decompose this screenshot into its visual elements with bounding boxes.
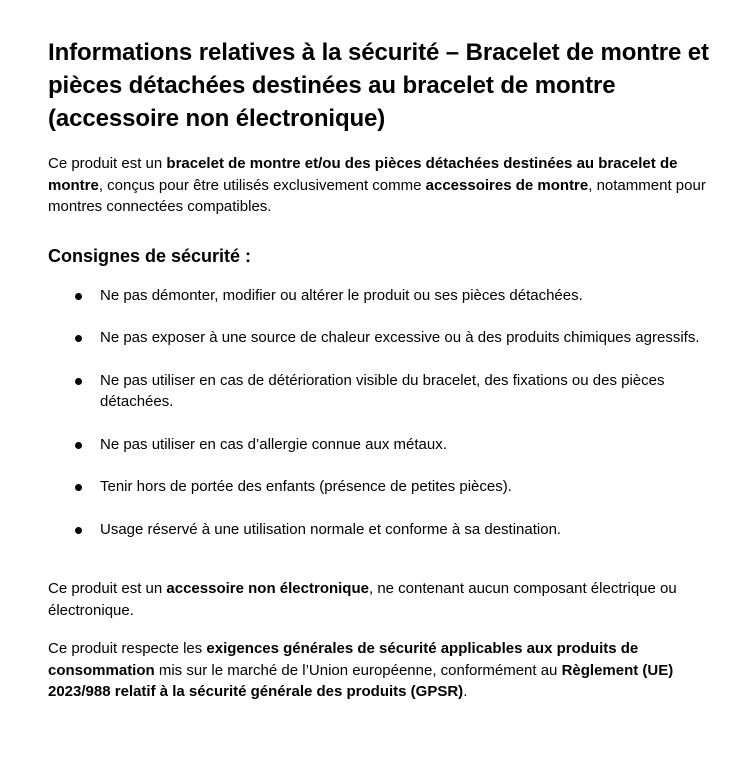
- safety-list-item: [48, 285, 714, 307]
- safety-list-item: [48, 327, 714, 349]
- safety-list: [48, 285, 714, 541]
- safety-list-item: [48, 370, 714, 413]
- electronic-text-2: , ne contenant aucun composant électrique ou électronique.: [48, 580, 677, 619]
- gpsr-text-1: Ce produit respecte les: [48, 640, 207, 657]
- bullet-icon: [75, 335, 82, 342]
- safety-heading: Consignes de sécurité :: [48, 245, 252, 266]
- electronic-text-1: Ce produit est un: [48, 580, 167, 597]
- gpsr-paragraph: [48, 638, 714, 703]
- safety-list-item: [48, 434, 714, 456]
- gpsr-text-2: mis sur le marché de l’Union européenne, conformément au: [154, 661, 562, 679]
- safety-list-item: [48, 519, 714, 541]
- intro-paragraph: [48, 153, 714, 218]
- intro-text-2: , conçus pour être utilisés exclusivement comme: [98, 176, 426, 194]
- safety-item-text: Ne pas utiliser en cas de détérioration visible du bracelet, des fixations ou des pièces détachées.: [100, 371, 665, 410]
- electronic-bold-1: accessoire non électronique: [166, 580, 369, 597]
- gpsr-bold-1: exigences générales de sécurité applicables aux produits de consommation: [48, 640, 639, 679]
- intro-bold-1: bracelet de montre et/ou des pièces détachées destinées au bracelet de montre: [48, 155, 678, 194]
- bullet-icon: [75, 484, 82, 491]
- intro-bold-2: accessoires de montre: [425, 176, 589, 194]
- safety-item-text: Ne pas utiliser en cas d’allergie connue aux métaux.: [100, 435, 447, 453]
- safety-item-text: Ne pas démonter, modifier ou altérer le produit ou ses pièces détachées.: [100, 286, 583, 304]
- bullet-icon: [75, 293, 82, 300]
- bullet-icon: [75, 527, 82, 534]
- page-title: Informations relatives à la sécurité – Bracelet de montre et pièces détachées destinées au bracelet de montre (accessoire non électronique): [48, 39, 709, 132]
- gpsr-bold-2: Règlement (UE) 2023/988 relatif à la sécurité générale des produits (GPSR): [48, 661, 674, 700]
- safety-list-item: [48, 476, 714, 498]
- bullet-icon: [75, 442, 82, 449]
- intro-text-3: , notamment pour montres connectées compatibles.: [48, 176, 706, 215]
- safety-item-text: Ne pas exposer à une source de chaleur excessive ou à des produits chimiques agressifs.: [100, 329, 700, 346]
- gpsr-text-3: .: [463, 683, 468, 700]
- safety-item-text: Usage réservé à une utilisation normale et conforme à sa destination.: [100, 520, 562, 538]
- intro-text-1: Ce produit est un: [48, 155, 167, 172]
- bullet-icon: [75, 378, 82, 385]
- non-electronic-paragraph: [48, 578, 714, 621]
- safety-item-text: Tenir hors de portée des enfants (présence de petites pièces).: [100, 478, 512, 495]
